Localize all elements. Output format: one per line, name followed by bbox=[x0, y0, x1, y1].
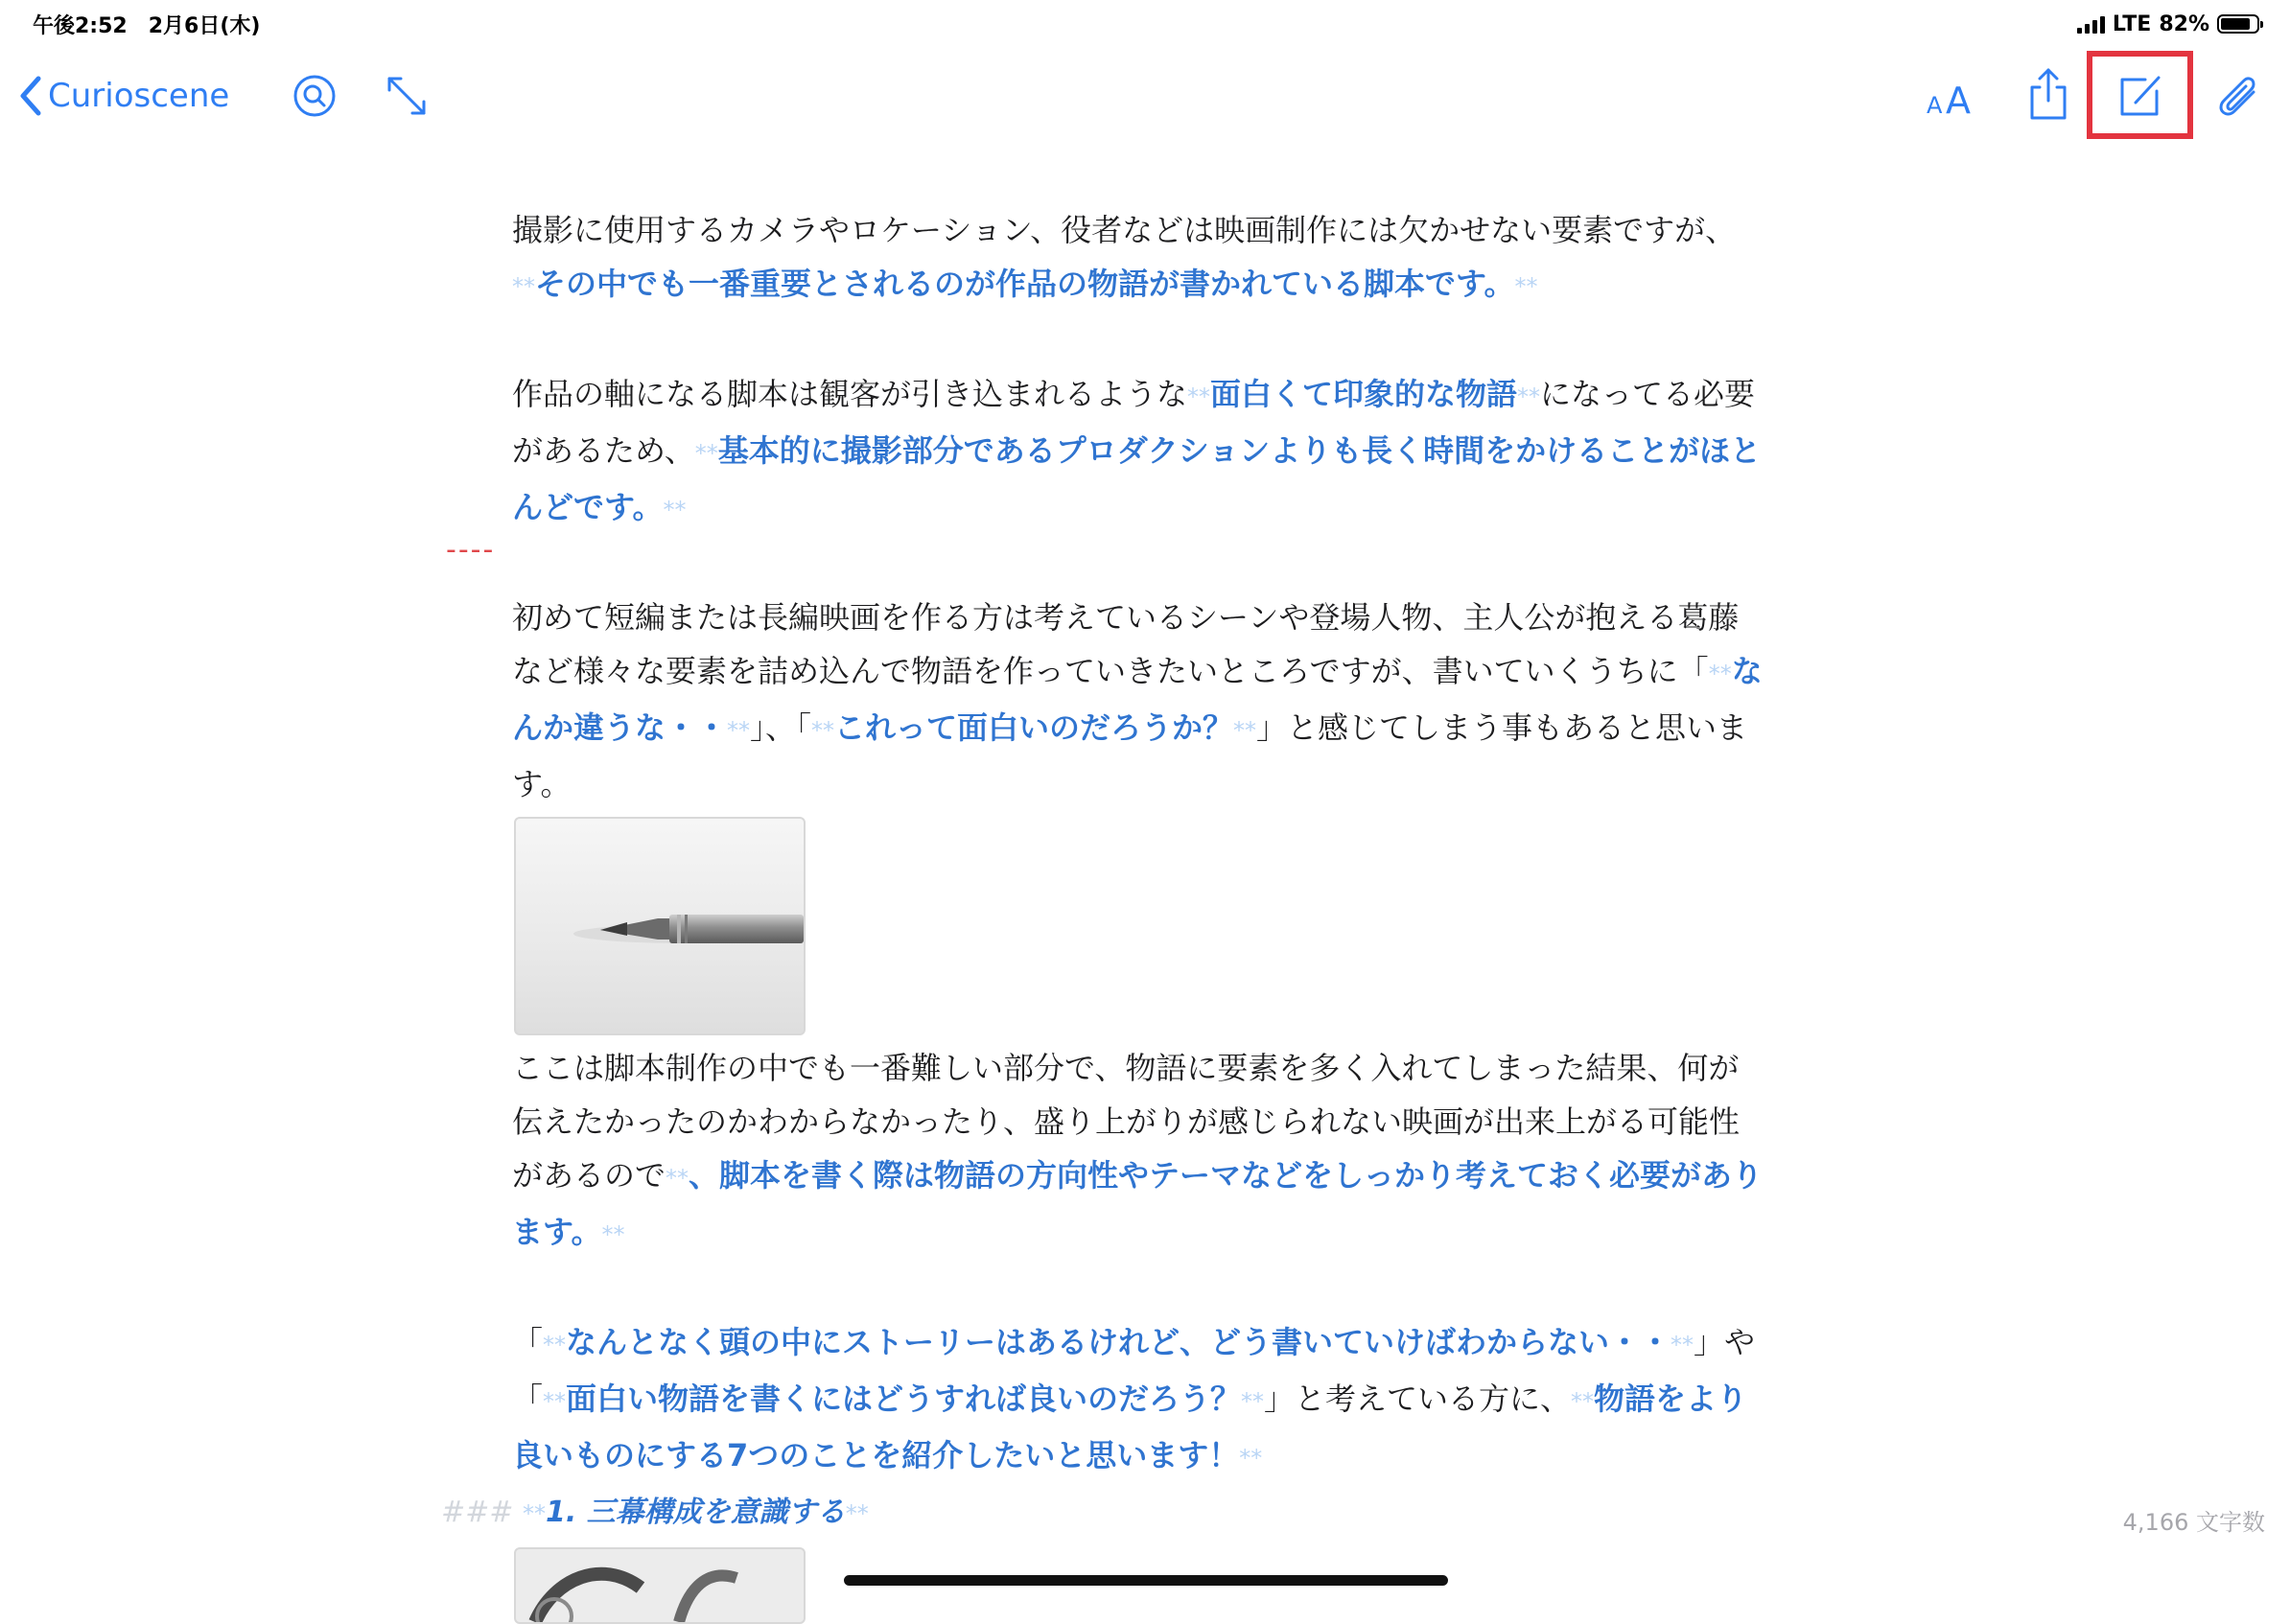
svg-text:A: A bbox=[1927, 92, 1943, 117]
bold-marker: ** bbox=[1571, 1388, 1595, 1415]
paragraph-text: 」と感じてしまう事もあると思います。 bbox=[512, 709, 1748, 802]
home-indicator[interactable] bbox=[844, 1575, 1448, 1586]
bold-marker: ** bbox=[1708, 661, 1732, 687]
bold-text: 面白くて印象的な物語 bbox=[1210, 376, 1518, 412]
bold-marker: ** bbox=[1514, 273, 1538, 300]
section-heading[interactable] bbox=[441, 1492, 869, 1535]
paragraph-text: 撮影に使用するカメラやロケーション、役者などは映画制作には欠かせない要素ですが、 bbox=[512, 212, 1737, 248]
network-label: LTE bbox=[2112, 12, 2152, 36]
bold-text: 物語をより良いものにする7つのことを紹介したいと思います！ bbox=[512, 1380, 1748, 1473]
paragraph[interactable] bbox=[512, 203, 1768, 313]
search-icon[interactable] bbox=[288, 69, 341, 123]
paragraph[interactable] bbox=[512, 591, 1768, 811]
film-reel-image bbox=[516, 1549, 804, 1622]
bold-marker: ** bbox=[1517, 383, 1541, 410]
bold-marker: ** bbox=[601, 1221, 625, 1248]
status-indicators bbox=[2077, 10, 2259, 38]
bold-marker: ** bbox=[512, 273, 535, 300]
image-thumbnail-film[interactable] bbox=[514, 1547, 806, 1624]
battery-percent: 82% bbox=[2159, 12, 2209, 36]
paragraph-text: 作品の軸になる脚本は観客が引き込まれるような bbox=[512, 376, 1188, 412]
signal-icon bbox=[2077, 14, 2105, 34]
paragraph[interactable] bbox=[512, 1315, 1768, 1485]
expand-icon[interactable] bbox=[380, 69, 433, 123]
bold-marker: ** bbox=[727, 717, 751, 744]
bold-marker: ** bbox=[1239, 1445, 1263, 1472]
back-label: Curioscene bbox=[48, 77, 230, 115]
bold-marker: ** bbox=[666, 1165, 689, 1192]
bold-text: 、脚本を書く際は物語の方向性やテーマなどをしっかり考えておく必要があります。 bbox=[512, 1157, 1764, 1250]
document-editor[interactable] bbox=[512, 203, 1768, 1485]
text-size-icon[interactable] bbox=[1924, 69, 1983, 123]
bold-marker: ** bbox=[663, 497, 687, 523]
paragraph-text: になってる必要があるため、 bbox=[512, 376, 1756, 469]
attachment-icon[interactable] bbox=[2211, 67, 2265, 125]
status-time: 午後2:52 2月6日(木) bbox=[33, 14, 261, 38]
bold-marker: ** bbox=[543, 1388, 567, 1415]
bold-marker: ** bbox=[694, 440, 718, 467]
paragraph[interactable] bbox=[512, 367, 1768, 537]
bold-marker: ** bbox=[811, 717, 835, 744]
bold-text: 基本的に撮影部分であるプロダクションよりも長く時間をかけることがほとんどです。 bbox=[512, 432, 1762, 525]
bold-marker: ** bbox=[543, 1332, 567, 1358]
heading-text: 1. 三幕構成を意識する bbox=[545, 1496, 846, 1529]
battery-icon bbox=[2217, 14, 2259, 34]
bold-text: その中でも一番重要とされるのが作品の物語が書かれている脚本です。 bbox=[535, 266, 1515, 302]
horizontal-rule-marker: ---- bbox=[446, 533, 496, 567]
bold-marker: ** bbox=[1233, 717, 1257, 744]
paragraph-text: 初めて短編または長編映画を作る方は考えているシーンや登場人物、主人公が抱える葛藤など様々な要素を詰め込んで物語を作っていきたいところですが、書いていくうちに「 bbox=[512, 599, 1740, 689]
paragraph-text: 」と考えている方に、 bbox=[1264, 1380, 1572, 1417]
paragraph[interactable] bbox=[512, 1041, 1768, 1262]
fountain-pen-image bbox=[516, 819, 804, 1033]
svg-text:A: A bbox=[1946, 80, 1971, 117]
bold-text: これって面白いのだろうか？ bbox=[834, 709, 1234, 746]
bold-text: なんとなく頭の中にストーリーはあるけれど、どう書いていけばわからない・・ bbox=[566, 1324, 1671, 1360]
paragraph-text: 」や「 bbox=[512, 1324, 1756, 1417]
bold-text: 面白い物語を書くにはどうすれば良いのだろう？ bbox=[566, 1380, 1242, 1417]
bold-marker: ** bbox=[522, 1500, 546, 1527]
bold-marker: ** bbox=[1671, 1332, 1694, 1358]
bold-marker: ** bbox=[1187, 383, 1211, 410]
back-button[interactable] bbox=[19, 69, 229, 123]
bold-marker: ** bbox=[1241, 1388, 1265, 1415]
chevron-left-icon bbox=[19, 76, 42, 116]
bold-text: なんか違うな・・ bbox=[512, 653, 1763, 746]
heading-marker: ### bbox=[441, 1496, 514, 1529]
highlight-box bbox=[2087, 51, 2193, 139]
paragraph-text: 「 bbox=[512, 1324, 544, 1360]
status-bar bbox=[0, 0, 2290, 46]
image-thumbnail-pen[interactable] bbox=[514, 817, 806, 1035]
paragraph-text: ここは脚本制作の中でも一番難しい部分で、物語に要素を多く入れてしまった結果、何が伝えたかったのかわからなかったり、盛り上がりが感じられない映画が出来上がる可能性があるので bbox=[512, 1050, 1741, 1194]
word-count: 4,166 文字数 bbox=[2122, 1509, 2265, 1536]
bold-marker: ** bbox=[845, 1500, 869, 1527]
share-icon[interactable] bbox=[2021, 63, 2075, 125]
paragraph-text: 」、「 bbox=[750, 709, 812, 746]
